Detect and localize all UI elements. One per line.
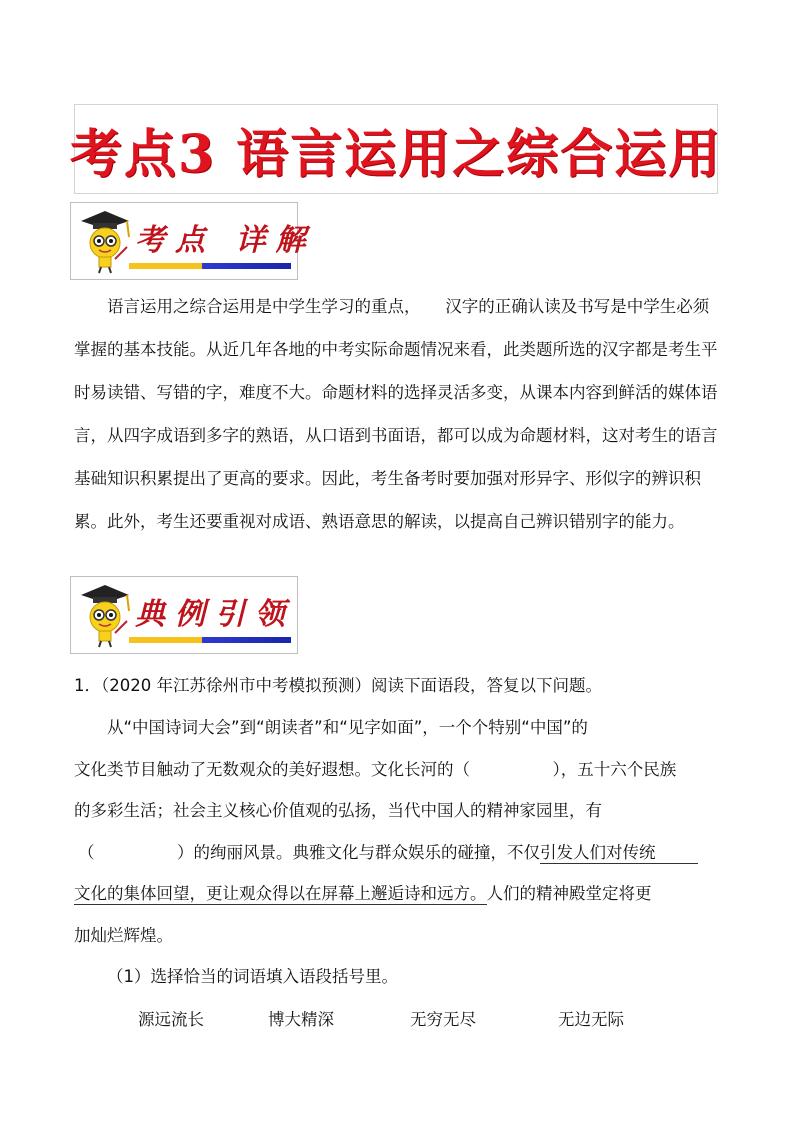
question-line xyxy=(74,880,652,904)
title-banner xyxy=(69,104,723,194)
section-label-example: 典例引领 xyxy=(135,597,295,632)
underlined-text: 引发人们对传统 xyxy=(540,843,698,864)
option-word: 博大精深 xyxy=(268,1010,334,1029)
question-line xyxy=(78,839,698,863)
badge-underline xyxy=(129,637,291,643)
intro-text: 语言运用之综合运用是中学生学习的重点， 汉字的正确认读及书写是中学生必须掌握的基本技能。从近几年各地的中考实际命题情况来看，此类题所选的汉字都是考生平时易读错、写错的字，难度不大。命题材料的选择灵活多变，从课本内容到鲜活的媒体语言，从四字成语到多字的熟语，从口语到书面语，都可以成为命题材料，这对考生的语言基础知识积累提出了更高的要求。因此，考生备考时要加强对形异字、形似字的辨识积累。此外，考生还要重视对成语、熟语意思的解读，以提高自己辨识错别字的能力。 xyxy=(74,297,718,531)
option-word: 源远流长 xyxy=(138,1010,204,1029)
question-line: 加灿烂辉煌。 xyxy=(74,926,173,945)
page-title: 考点3 语言运用之综合运用 xyxy=(69,123,723,185)
graduate-mascot-icon xyxy=(75,207,133,275)
section-label-explanation: 考点 详解 xyxy=(135,223,316,258)
option-word: 无穷无尽 xyxy=(410,1010,476,1029)
question-line: 文化类节目触动了无数观众的美好遐想。文化长河的（ ），五十六个民族 xyxy=(74,760,677,779)
question-line: 从“中国诗词大会”到“朗读者”和“见字如面”，一个个特别“中国”的 xyxy=(107,718,588,737)
question-line-text: 人们的精神殿堂定将更 xyxy=(486,884,652,903)
underlined-text: 文化的集体回望，更让观众得以在屏幕上邂逅诗和远方。 xyxy=(74,884,487,903)
section-badge-example xyxy=(70,576,298,654)
sub-question-1: （1）选择恰当的词语填入语段括号里。 xyxy=(107,967,398,986)
question-line-text: （ ）的绚丽风景。典雅文化与群众娱乐的碰撞，不仅 xyxy=(78,843,540,862)
option-word: 无边无际 xyxy=(558,1010,624,1029)
graduate-mascot-icon xyxy=(75,581,133,649)
badge-underline xyxy=(129,263,291,269)
intro-paragraph xyxy=(74,285,724,543)
question-line: 的多彩生活；社会主义核心价值观的弘扬，当代中国人的精神家园里，有 xyxy=(74,801,602,820)
question-heading: 1．（2020 年江苏徐州市中考模拟预测）阅读下面语段，答复以下问题。 xyxy=(74,676,602,695)
section-badge-explanation xyxy=(70,202,316,280)
